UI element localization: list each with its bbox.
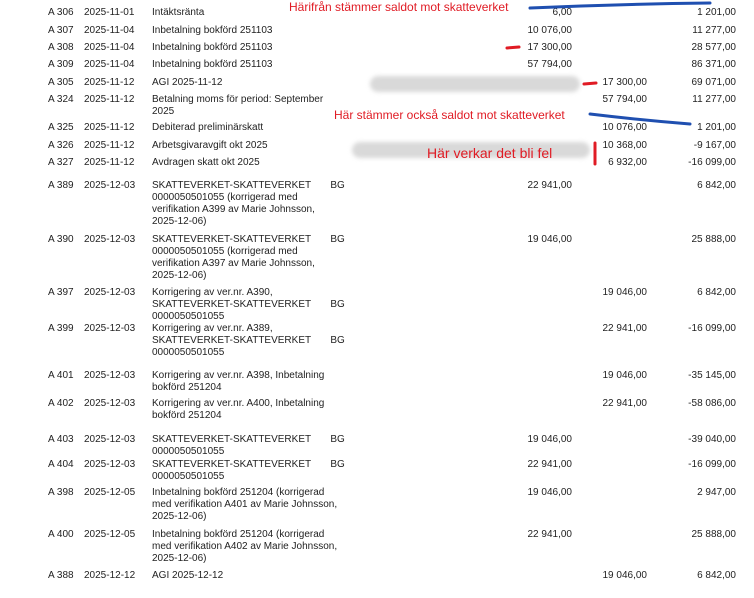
cell-desc: Inbetalning bokförd 251103 — [152, 42, 273, 53]
cell-balance: 6 842,00 — [697, 287, 736, 298]
cell-credit: 17 300,00 — [602, 77, 647, 88]
cell-credit: 57 794,00 — [602, 94, 647, 105]
cell-ver: A 309 — [48, 59, 74, 70]
cell-ver: A 326 — [48, 140, 74, 151]
cell-desc: AGI 2025-12-12 — [152, 570, 224, 581]
cell-debit: 10 076,00 — [527, 25, 572, 36]
cell-credit: 19 046,00 — [602, 570, 647, 581]
cell-date: 2025-12-03 — [84, 323, 136, 334]
cell-date: 2025-12-05 — [84, 529, 136, 540]
cell-desc: SKATTEVERKET-SKATTEVERKET BG 0000050501055 (korrigerad med verifikation A397 av Marie Johnsson, 2025-12-06) — [152, 234, 345, 281]
cell-balance: -9 167,00 — [693, 140, 736, 151]
cell-balance: 2 947,00 — [697, 487, 736, 498]
cell-ver: A 308 — [48, 42, 74, 53]
cell-desc: Debiterad preliminärskatt — [152, 122, 264, 133]
cell-balance: 25 888,00 — [691, 529, 736, 540]
cell-desc: Korrigering av ver.nr. A398, Inbetalning bokförd 251204 — [152, 370, 325, 393]
blue-underline-middle — [590, 114, 690, 124]
cell-date: 2025-12-03 — [84, 180, 136, 191]
cell-date: 2025-12-05 — [84, 487, 136, 498]
cell-date: 2025-11-12 — [84, 94, 135, 105]
cell-date: 2025-11-01 — [84, 7, 135, 18]
cell-desc: AGI 2025-11-12 — [152, 77, 223, 88]
cell-debit: 22 941,00 — [527, 459, 572, 470]
cell-balance: 1 201,00 — [697, 7, 736, 18]
cell-credit: 19 046,00 — [602, 370, 647, 381]
cell-desc: Arbetsgivaravgift okt 2025 — [152, 140, 268, 151]
annotation-top: Härifrån stämmer saldot mot skatteverket — [289, 0, 509, 14]
red-mark-a308 — [507, 47, 519, 48]
cell-balance: 6 842,00 — [697, 570, 736, 581]
cell-date: 2025-11-04 — [84, 59, 135, 70]
cell-credit: 19 046,00 — [602, 287, 647, 298]
cell-desc: SKATTEVERKET-SKATTEVERKET BG 0000050501055 (korrigerad med verifikation A399 av Marie Johnsson, 2025-12-06) — [152, 180, 345, 227]
cell-ver: A 389 — [48, 180, 74, 191]
cell-desc: Inbetalning bokförd 251103 — [152, 59, 273, 70]
cell-balance: -16 099,00 — [688, 323, 736, 334]
cell-desc: Avdragen skatt okt 2025 — [152, 157, 260, 168]
cell-debit: 17 300,00 — [527, 42, 572, 53]
cell-debit: 19 046,00 — [527, 234, 572, 245]
cell-ver: A 399 — [48, 323, 74, 334]
cell-date: 2025-12-03 — [84, 434, 136, 445]
cell-desc: Inbetalning bokförd 251103 — [152, 25, 273, 36]
cell-debit: 19 046,00 — [527, 487, 572, 498]
cell-ver: A 327 — [48, 157, 74, 168]
red-mark-a305 — [584, 83, 596, 84]
cell-balance: 1 201,00 — [697, 122, 736, 133]
cell-desc: Inbetalning bokförd 251204 (korrigerad med verifikation A402 av Marie Johnsson, 2025-12-06) — [152, 529, 338, 564]
cell-balance: 86 371,00 — [691, 59, 736, 70]
cell-date: 2025-11-12 — [84, 140, 135, 151]
cell-balance: 28 577,00 — [691, 42, 736, 53]
cell-balance: 69 071,00 — [691, 77, 736, 88]
cell-date: 2025-11-12 — [84, 122, 135, 133]
cell-balance: -58 086,00 — [688, 398, 736, 409]
cell-date: 2025-11-12 — [84, 77, 135, 88]
cell-credit: 10 368,00 — [602, 140, 647, 151]
cell-balance: -35 145,00 — [688, 370, 736, 381]
cell-balance: 11 277,00 — [692, 25, 736, 36]
cell-balance: -16 099,00 — [688, 459, 736, 470]
cell-balance: -39 040,00 — [688, 434, 736, 445]
cell-ver: A 403 — [48, 434, 74, 445]
cell-desc: Inbetalning bokförd 251204 (korrigerad med verifikation A401 av Marie Johnsson, 2025-12-06) — [152, 487, 338, 522]
cell-balance: -16 099,00 — [688, 157, 736, 168]
cell-date: 2025-12-12 — [84, 570, 136, 581]
cell-ver: A 397 — [48, 287, 74, 298]
cell-date: 2025-12-03 — [84, 370, 136, 381]
cell-balance: 11 277,00 — [692, 94, 736, 105]
cell-ver: A 307 — [48, 25, 74, 36]
cell-credit: 22 941,00 — [602, 323, 647, 334]
cell-date: 2025-11-04 — [84, 25, 135, 36]
cell-date: 2025-12-03 — [84, 287, 136, 298]
cell-ver: A 325 — [48, 122, 74, 133]
cell-desc: Betalning moms för period: September 2025 — [152, 94, 324, 117]
cell-date: 2025-11-04 — [84, 42, 135, 53]
annotation-wrong: Här verkar det bli fel — [427, 145, 553, 161]
cell-debit: 22 941,00 — [527, 529, 572, 540]
cell-desc: Korrigering av ver.nr. A389, SKATTEVERKET-SKATTEVERKET BG 0000050501055 — [152, 323, 345, 358]
cell-balance: 25 888,00 — [691, 234, 736, 245]
cell-credit: 10 076,00 — [602, 122, 647, 133]
cell-credit: 22 941,00 — [602, 398, 647, 409]
cell-ver: A 324 — [48, 94, 74, 105]
cell-date: 2025-12-03 — [84, 398, 136, 409]
cell-desc: SKATTEVERKET-SKATTEVERKET BG 0000050501055 — [152, 459, 345, 482]
cell-ver: A 402 — [48, 398, 74, 409]
blue-underline-top — [530, 3, 710, 8]
cell-ver: A 401 — [48, 370, 74, 381]
cell-desc: Intäktsränta — [152, 7, 205, 18]
cell-debit: 57 794,00 — [527, 59, 572, 70]
cell-ver: A 404 — [48, 459, 74, 470]
cell-date: 2025-12-03 — [84, 234, 136, 245]
cell-credit: 6 932,00 — [608, 157, 647, 168]
cell-desc: Korrigering av ver.nr. A400, Inbetalning bokförd 251204 — [152, 398, 325, 421]
cell-ver: A 400 — [48, 529, 74, 540]
cell-ver: A 305 — [48, 77, 74, 88]
cell-ver: A 398 — [48, 487, 74, 498]
cell-ver: A 306 — [48, 7, 74, 18]
cell-ver: A 388 — [48, 570, 74, 581]
cell-debit: 6,00 — [552, 7, 572, 18]
cell-debit: 19 046,00 — [527, 434, 572, 445]
cell-balance: 6 842,00 — [697, 180, 736, 191]
cell-debit: 22 941,00 — [527, 180, 572, 191]
cell-date: 2025-11-12 — [84, 157, 135, 168]
cell-desc: Korrigering av ver.nr. A390, SKATTEVERKET-SKATTEVERKET BG 0000050501055 — [152, 287, 345, 322]
cell-desc: SKATTEVERKET-SKATTEVERKET BG 0000050501055 — [152, 434, 345, 457]
cell-date: 2025-12-03 — [84, 459, 136, 470]
cell-ver: A 390 — [48, 234, 74, 245]
annotation-middle: Här stämmer också saldot mot skatteverket — [334, 108, 565, 122]
